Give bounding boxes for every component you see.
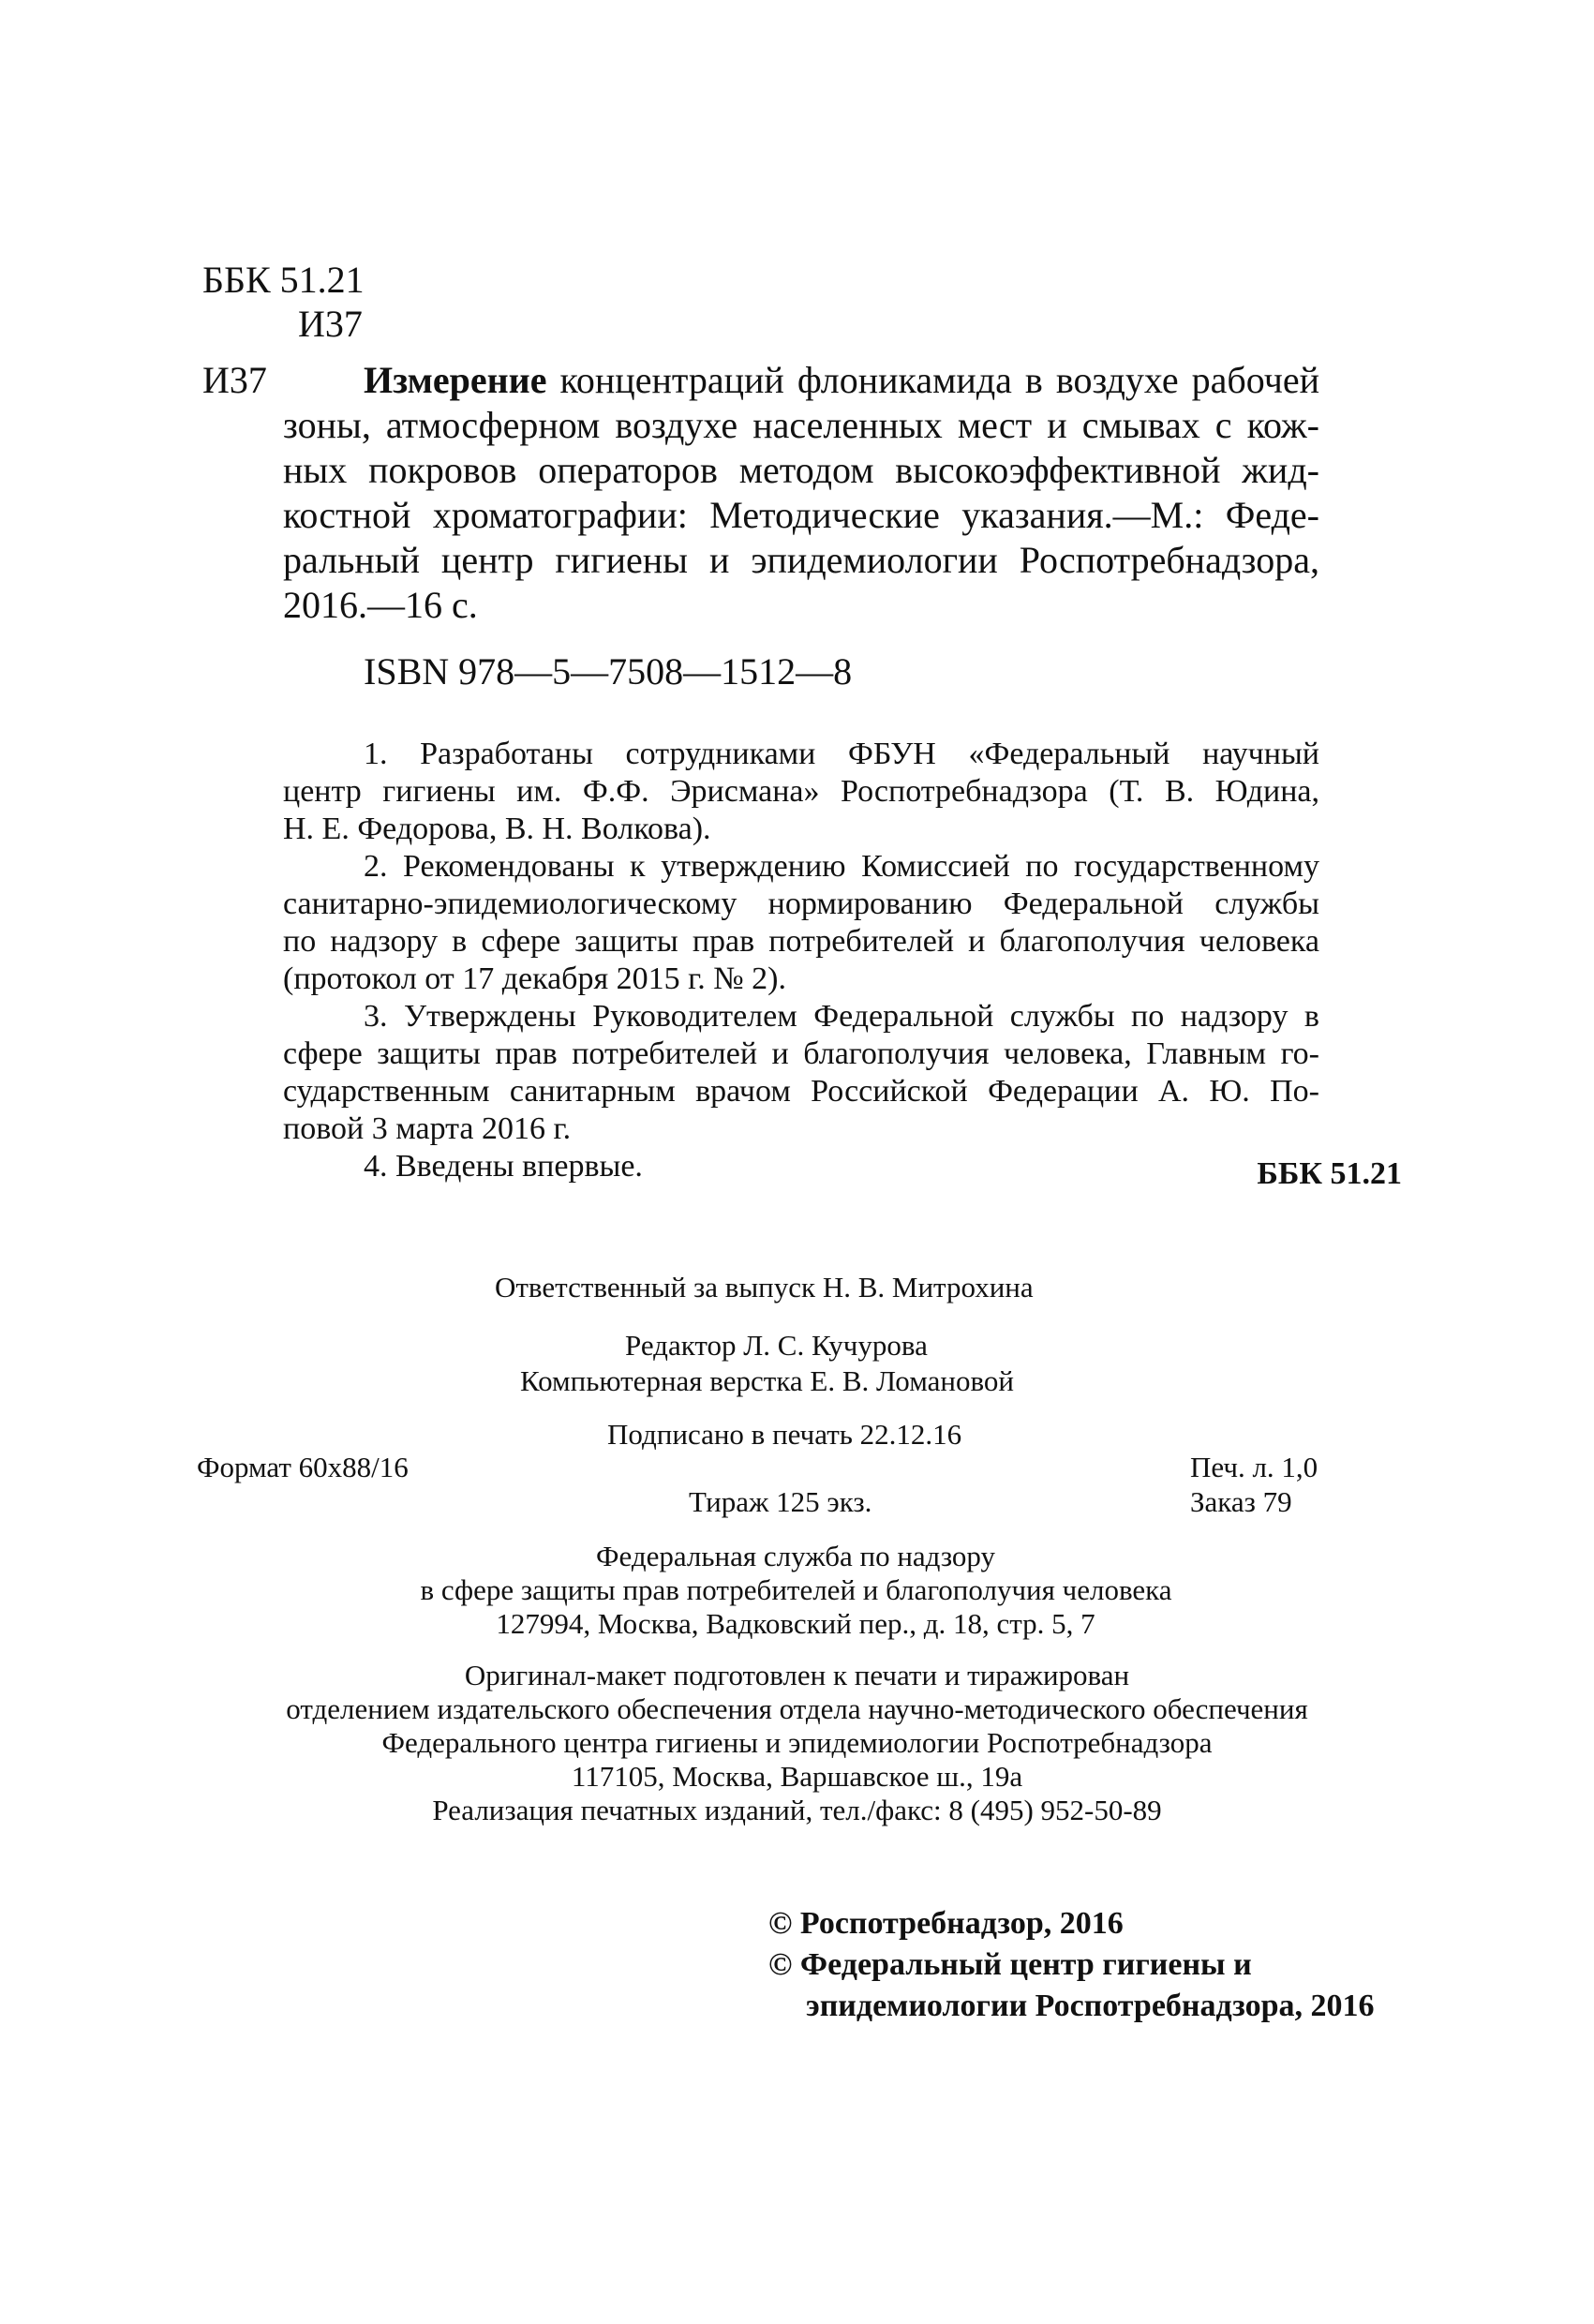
bbk-code: ББК 51.21 — [202, 259, 365, 301]
imprint-signed: Подписано в печать 22.12.16 — [607, 1418, 962, 1451]
note-line: повой 3 марта 2016 г. — [283, 1111, 572, 1146]
bbk-bottom: ББК 51.21 — [1257, 1156, 1402, 1191]
publisher-line: в сфере защиты прав потребителей и благополучия человека — [420, 1573, 1172, 1606]
entry-line-rest: концентраций флоникамида в воздухе рабочей — [546, 359, 1319, 401]
entry-line: зоны, атмосферном воздухе населенных мест и смывах с кож- — [283, 404, 1319, 446]
publisher-block — [0, 1540, 1594, 1641]
note-line: по надзору в сфере защиты прав потребителей и благополучия человека — [283, 924, 1319, 959]
imprint-editor: Редактор Л. С. Кучурова — [625, 1329, 928, 1362]
imprint-format: Формат 60x88/16 — [197, 1451, 409, 1483]
note-line: (протокол от 17 декабря 2015 г. № 2). — [283, 961, 786, 996]
entry-line — [364, 358, 1319, 403]
note-line: 4. Введены впервые. — [364, 1149, 643, 1184]
publisher-line: 127994, Москва, Вадковский пер., д. 18, стр. 5, 7 — [496, 1607, 1095, 1640]
copyright-line: © Роспотребнадзор, 2016 — [768, 1906, 1124, 1941]
entry-line: костной хроматографии: Методические указания.—М.: Феде- — [283, 494, 1319, 536]
entry-line: 2016.—16 с. — [283, 584, 478, 626]
note-line: 2. Рекомендованы к утверждению Комиссией по государственному — [364, 849, 1319, 884]
entry-title-word: Измерение — [364, 359, 547, 401]
note-line: 3. Утверждены Руководителем Федеральной службы по надзору в — [364, 999, 1319, 1034]
note-line: сударственным санитарным врачом Российской Федерации А. Ю. По- — [283, 1074, 1319, 1109]
producer-line: Федерального центра гигиены и эпидемиологии Роспотребнадзора — [381, 1726, 1213, 1759]
copyright-line: эпидемиологии Роспотребнадзора, 2016 — [806, 1989, 1375, 2023]
producer-line: отделением издательского обеспечения отдела научно-методического обеспечения — [286, 1692, 1308, 1725]
imprint-sheets: Печ. л. 1,0 — [1190, 1451, 1318, 1483]
producer-line: Оригинал-макет подготовлен к печати и тиражирован — [464, 1659, 1130, 1691]
bibliographic-entry — [283, 358, 1319, 628]
publisher-line: Федеральная служба по надзору — [596, 1540, 995, 1572]
entry-line: ральный центр гигиены и эпидемиологии Роспотребнадзора, — [283, 539, 1319, 581]
imprint-layout: Компьютерная верстка Е. В. Ломановой — [520, 1364, 1014, 1397]
note-line: Н. Е. Федорова, В. Н. Волкова). — [283, 812, 711, 846]
producer-line: 117105, Москва, Варшавское ш., 19а — [571, 1760, 1023, 1793]
producer-block — [0, 1659, 1594, 1827]
copyright-line: © Федеральный центр гигиены и — [768, 1947, 1252, 1982]
imprint-print-run: Тираж 125 экз. — [689, 1485, 872, 1518]
note-line: санитарно-эпидемиологическому нормированию Федеральной службы — [283, 886, 1319, 921]
entry-line: ных покровов операторов методом высокоэффективной жид- — [283, 449, 1319, 491]
imprint-responsible: Ответственный за выпуск Н. В. Митрохина — [495, 1271, 1034, 1304]
author-mark: И37 — [298, 303, 363, 345]
note-line: 1. Разработаны сотрудниками ФБУН «Федеральный научный — [364, 737, 1319, 771]
imprint-order: Заказ 79 — [1190, 1485, 1292, 1518]
note-line: центр гигиены им. Ф.Ф. Эрисмана» Роспотребнадзора (Т. В. Юдина, — [283, 774, 1319, 809]
entry-mark: И37 — [202, 359, 267, 401]
notes-block — [283, 736, 1319, 1185]
producer-line: Реализация печатных изданий, тел./факс: 8 (495) 952-50-89 — [432, 1794, 1162, 1826]
isbn: ISBN 978—5—7508—1512—8 — [364, 650, 853, 693]
note-line: сфере защиты прав потребителей и благополучия человека, Главным го- — [283, 1036, 1319, 1071]
